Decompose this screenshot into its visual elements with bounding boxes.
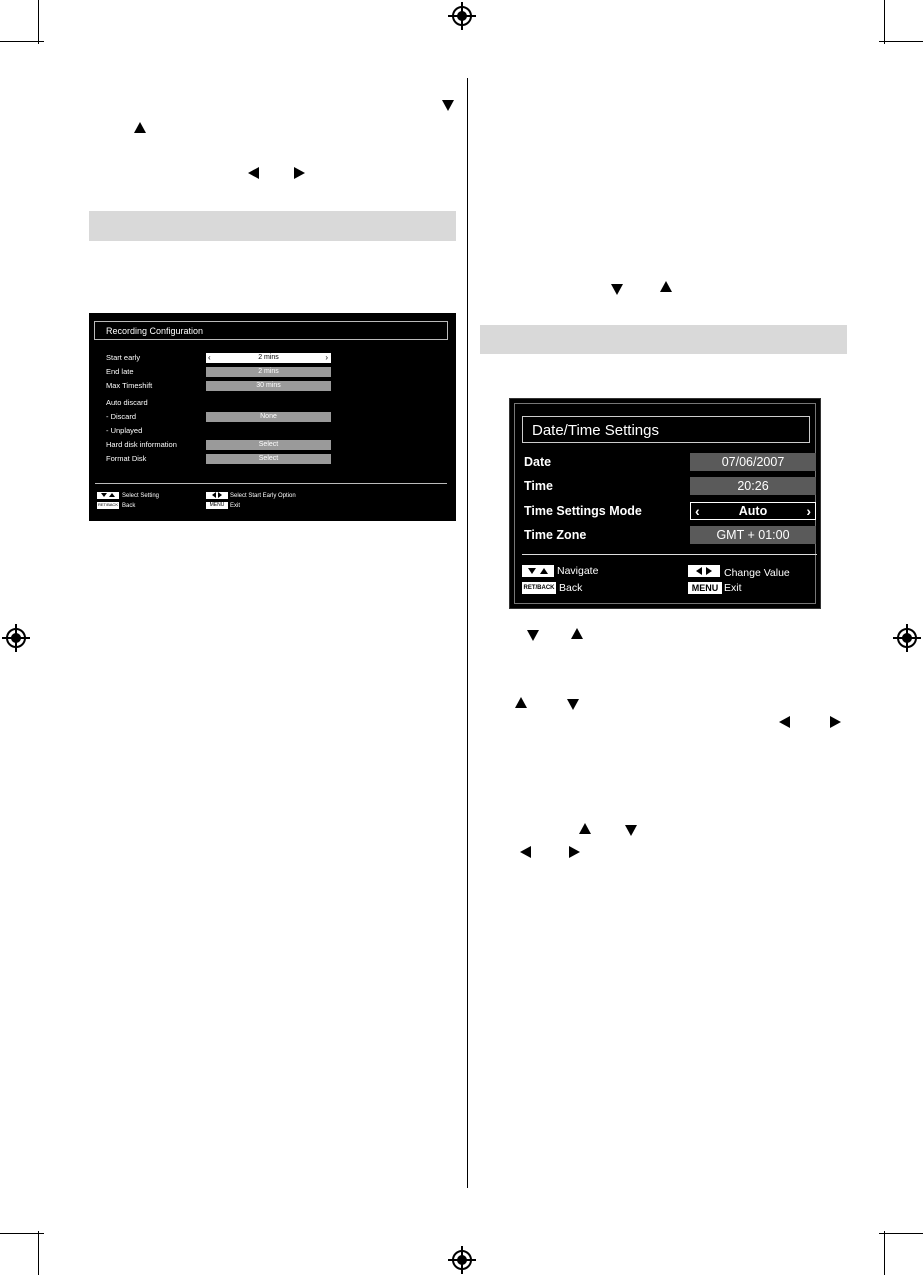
arrow-down-icon	[567, 699, 579, 710]
divider	[95, 483, 447, 484]
chevron-left-icon[interactable]: ‹	[208, 353, 211, 362]
setting-label: Auto discard	[106, 398, 148, 407]
section-heading-bar	[89, 211, 456, 241]
crop-mark	[879, 1233, 923, 1234]
time-value[interactable]: 20:26	[690, 477, 816, 495]
down-up-key-icon	[97, 492, 119, 499]
datetime-settings-screen	[509, 398, 821, 609]
format-disk-value[interactable]: Select	[206, 454, 331, 464]
help-text: Back	[122, 503, 136, 509]
help-text: Change Value	[724, 567, 790, 579]
setting-label: Date	[524, 455, 552, 469]
time-zone-value[interactable]: GMT + 01:00	[690, 526, 816, 544]
menu-key-icon: MENU	[206, 502, 228, 509]
retback-key-icon: RET/BACK	[97, 502, 118, 507]
arrow-left-icon	[248, 167, 259, 179]
setting-label: Format Disk	[106, 454, 147, 463]
help-text: Exit	[230, 503, 241, 509]
end-late-value[interactable]: 2 mins	[206, 367, 331, 377]
crop-mark	[0, 41, 44, 42]
arrow-up-icon	[579, 823, 591, 834]
arrow-right-icon	[569, 846, 580, 858]
registration-mark-icon	[897, 628, 917, 648]
time-settings-mode-value[interactable]: ‹ Auto ›	[690, 502, 816, 520]
crop-mark	[38, 1231, 39, 1275]
down-up-key-icon	[522, 565, 554, 577]
screen-frame	[514, 403, 816, 604]
arrow-right-icon	[294, 167, 305, 179]
arrow-up-icon	[515, 697, 527, 708]
discard-value[interactable]: None	[206, 412, 331, 422]
arrow-up-icon	[660, 281, 672, 292]
recording-configuration-screen	[89, 313, 456, 521]
arrow-up-icon	[571, 628, 583, 639]
left-right-key-icon	[206, 492, 228, 499]
arrow-right-icon	[830, 716, 841, 728]
help-text: Select Setting	[122, 493, 160, 499]
crop-mark	[884, 0, 885, 44]
menu-key-icon: MENU	[688, 582, 722, 594]
arrow-left-icon	[520, 846, 531, 858]
section-heading-bar	[480, 325, 847, 354]
help-text: Select Start Early Option	[230, 493, 296, 499]
registration-mark-icon	[452, 1250, 472, 1270]
crop-mark	[38, 0, 39, 44]
arrow-down-icon	[527, 630, 539, 641]
arrow-down-icon	[625, 825, 637, 836]
help-text: Back	[559, 582, 583, 594]
help-text: Exit	[724, 582, 742, 594]
setting-label: Time Settings Mode	[524, 504, 642, 518]
setting-label: - Unplayed	[106, 426, 143, 435]
registration-mark-icon	[6, 628, 26, 648]
max-timeshift-value[interactable]: 30 mins	[206, 381, 331, 391]
chevron-right-icon[interactable]: ›	[325, 353, 328, 362]
setting-label: Time Zone	[524, 528, 587, 542]
arrow-up-icon	[134, 122, 146, 133]
setting-label: Time	[524, 479, 553, 493]
date-value[interactable]: 07/06/2007	[690, 453, 816, 471]
setting-label: Start early	[106, 353, 141, 362]
crop-mark	[0, 1233, 44, 1234]
chevron-right-icon[interactable]: ›	[806, 503, 811, 519]
crop-mark	[879, 41, 923, 42]
arrow-down-icon	[611, 284, 623, 295]
setting-label: - Discard	[106, 412, 137, 421]
registration-mark-icon	[452, 6, 472, 26]
screen-title: Date/Time Settings	[522, 416, 810, 443]
setting-label: Max Timeshift	[106, 381, 153, 390]
chevron-left-icon[interactable]: ‹	[695, 503, 700, 519]
setting-label: Hard disk information	[106, 440, 177, 449]
divider	[522, 554, 817, 555]
screen-title: Recording Configuration	[94, 321, 448, 340]
retback-key-icon: RET/BACK	[522, 582, 556, 594]
left-right-key-icon	[688, 565, 720, 577]
start-early-value[interactable]: ‹ 2 mins ›	[206, 353, 331, 363]
help-text: Navigate	[557, 565, 599, 577]
arrow-down-icon	[442, 100, 454, 111]
crop-mark	[884, 1231, 885, 1275]
setting-label: End late	[106, 367, 134, 376]
arrow-left-icon	[779, 716, 790, 728]
column-divider	[467, 78, 468, 1188]
hard-disk-information-value[interactable]: Select	[206, 440, 331, 450]
